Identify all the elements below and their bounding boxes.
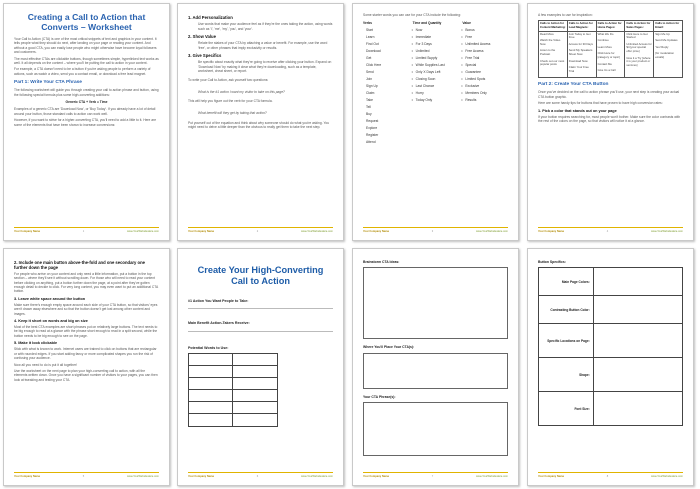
give-specifics-text: Be specific about exactly what they're going to receive after clicking your button. Expand on 'Download Now' by making it clear what they're downloading, such as a template, worksheet, cheat sheet, or report.	[198, 60, 332, 74]
spec-label: Font Size:	[539, 392, 594, 426]
value-item: • Results	[462, 98, 508, 102]
cta-example: Claim Your Free Trial	[568, 65, 589, 73]
intro-paragraph-2: The most effective CTAs are clickable buttons, though sometimes simple, hyperlinked text works as well. It all depends on the content – where you'll be putting the call to action in your content.	[14, 56, 159, 66]
question-1-note: This will help you figure out the verb for your CTA formula.	[188, 99, 273, 104]
cta-phrase-box[interactable]	[363, 402, 508, 456]
cta-example: Sign Me Up	[655, 31, 670, 36]
verbs-header: Verbs	[363, 21, 372, 26]
part-1-heading: Part 1: Write Your CTA Phrase	[14, 80, 82, 86]
examples-paragraph: Examples of a generic CTA are 'Download Now', or 'Buy Today'. If you already have a lot of detail around your button, those standard calls to action can work well.	[14, 107, 156, 116]
spec-label: Shape:	[539, 358, 594, 392]
brainstorm-label: Brainstorm CTA Ideas:	[363, 260, 400, 264]
spec-label: Main Page Colors:	[539, 268, 594, 296]
cta-example: Unlimited Access for $4 [your special offer price]	[626, 41, 652, 53]
value-column	[462, 21, 508, 146]
verb-item: • Take	[363, 98, 409, 102]
potential-words-grid[interactable]	[188, 353, 278, 427]
action-field-label: #1 Action You Want People to Take:	[188, 299, 249, 303]
worksheet-page-2	[177, 3, 344, 241]
time-item: • Only X Days Left	[413, 70, 459, 74]
tip-3-text: Make sure there's enough empty space around each side of your CTA button, so that visitors' eyes aren't drawn away elsewhere and so that the button doesn't get lost among other content and images.	[14, 302, 158, 316]
table-cell	[539, 31, 568, 78]
cta-example: Listen to the Podcast	[540, 48, 556, 56]
verb-item: • Click Here	[363, 63, 409, 67]
cta-example: Click Here for [category or topic]	[597, 51, 620, 59]
verb-item: • Claim	[363, 91, 409, 95]
cta-example: Watch the Video Now	[540, 38, 561, 46]
worksheet-form-title: Create Your High-Converting Call to Action	[197, 265, 324, 286]
part-1-text: The following worksheet will guide you through creating your call to action phrase and button, using the following special formula plus some high-converting additions:	[14, 88, 159, 97]
cta-example: Yes! Reply	[655, 44, 669, 49]
question-1: What is the #1 action I want my visitor to take on this page?	[198, 89, 285, 94]
placement-label: Where You'll Place Your CTA(s):	[363, 345, 415, 350]
show-value-text: Relate the stakes of your CTA by attaching a value or benefit. For example, use the word 'free', or other phrases that imply exclusivity or results.	[198, 41, 328, 50]
page-footer: Your Company Name 5 www.YourWebsiteHere.com	[14, 472, 159, 481]
button-specifics-title: Button Specifics:	[538, 260, 566, 264]
time-column	[413, 21, 459, 146]
value-item: • Special	[462, 63, 508, 67]
tip-3-heading: 3. Leave white space around the button	[14, 296, 86, 301]
page-footer: Your Company Name 7 www.YourWebsiteHere.com	[363, 472, 508, 481]
verb-item: • Attend	[363, 140, 409, 144]
question-2: What benefit will they get by taking that action?	[198, 110, 267, 115]
page-footer: Your Company Name 2 www.YourWebsiteHere.com	[188, 227, 333, 236]
cta-example: Access for 30 Days	[568, 41, 593, 46]
time-item: • Limited Supply	[413, 56, 459, 60]
tip-5-text-3: Use the worksheet on the next page to plan your high-converting call to action, with all the elements written down. Once you have a significant number of visitors to your pages, you can then look at tweaking and testing your CTA.	[14, 368, 158, 382]
value-item: • Limited Spots	[462, 77, 508, 81]
tip-4-heading: 4. Keep it short on words and big on size	[14, 319, 88, 324]
value-item: • Free Access	[462, 49, 508, 53]
verb-item: • Explore	[363, 126, 409, 130]
tip-1-text: If your button requires searching for, most people won't bother. Make sure the color contrasts with the rest of the colors on the page, so that visitors will notice it at a glance.	[538, 114, 681, 123]
table-cell	[654, 31, 683, 78]
table-cell	[596, 31, 625, 78]
time-item: • While Supplies Last	[413, 63, 459, 67]
time-item: • Closing Soon	[413, 77, 459, 81]
intro-paragraph-1: Your Call to Action (CTA) is one of the most critical snippets of text and graphics in your content. It tells people what they should do next, after landing on your page or reading your content. And without a good CTA, you can easily lose people who might otherwise have become loyal followers and customers.	[14, 37, 157, 55]
verb-item: • Tell	[363, 105, 409, 109]
worksheet-page-6	[177, 248, 344, 486]
time-item: • Now	[413, 28, 459, 32]
page-footer: Your Company Name 6 www.YourWebsiteHere.com	[188, 472, 333, 481]
spec-input[interactable]	[593, 296, 682, 324]
cta-example: Continue	[597, 38, 609, 43]
verb-item: • Request	[363, 119, 409, 123]
closing-paragraph: Put yourself out of the equation and think about why someone should do what you're asking. You might need to delve a little deeper than the obvious to really get them to take the next step.	[188, 121, 330, 130]
worksheet-page-5	[3, 248, 170, 486]
spec-label: Contrasting Button Color:	[539, 296, 594, 324]
value-header: Value	[462, 21, 471, 26]
verb-item: • Register	[363, 133, 409, 137]
action-field-line[interactable]	[188, 303, 333, 309]
intro-paragraph-3: For example, a CTA doesn't need to be a button if you're asking people to perform a variety of actions, such as watch a video, send you a contact email, or download a free lead magnet.	[14, 67, 151, 76]
table-header: Calls to Action for Email:	[654, 21, 683, 31]
tip-5-text: Stick with what is known to work. Internet users are trained to click on buttons that are rectangular or with rounded edges. If you start adding fancy or more complicated shapes you run the risk of confusing your audience.	[14, 347, 157, 361]
page-footer: Your Company Name 1 www.YourWebsiteHere.com	[14, 227, 159, 236]
spec-input[interactable]	[593, 392, 682, 426]
time-item: • Last Chance	[413, 84, 459, 88]
tip-2-text: For people who arrive on your content and only need a little information, put a button in the top section – where they'll see it without scrolling down. For those who will need to read your content before clicking on anything, put a button further down the page, at a point after they've gotten enough detail to decide to click. For very long content, you may even want to put an additional CTA button.	[14, 271, 158, 294]
cta-formula: Generic CTA + Verb = Time	[65, 100, 108, 105]
page-footer: Your Company Name 3 www.YourWebsiteHere.com	[363, 227, 508, 236]
add-personalization-text: Use words that make your audience feel as if they're the ones taking the action, using words such as 'I', 'me', 'my', 'you', and 'your'.	[198, 22, 333, 31]
worksheet-page-3	[352, 3, 519, 241]
tip-1-heading: 1. Pick a color that stands out on your page	[538, 108, 617, 113]
verb-item: • Buy	[363, 112, 409, 116]
value-item: • Exclusive	[462, 84, 508, 88]
tip-5-text-2: Now all you need to do is put it all together!	[14, 362, 78, 367]
value-item: • Bonus	[462, 28, 508, 32]
verbs-column	[363, 21, 409, 146]
value-item: • Free	[462, 35, 508, 39]
questions-intro: To write your Call to Action, ask yourself two questions:	[188, 78, 269, 83]
examples-intro: A few examples to use for inspiration:	[538, 13, 593, 17]
starter-words-columns	[363, 21, 508, 146]
tip-2-heading: 2. Include one main button above-the-fold and one secondary one further down the page	[14, 260, 145, 271]
spec-label: Specific Locations on Page:	[539, 324, 594, 358]
benefit-field-line[interactable]	[188, 326, 333, 332]
page-footer: Your Company Name 4 www.YourWebsiteHere.com	[538, 227, 683, 236]
benefit-field-label: Main Benefit Action-Takers Receive:	[188, 321, 250, 326]
cta-example: Read More	[540, 31, 554, 36]
cta-phrase-label: Your CTA Phrase(s):	[363, 394, 396, 399]
page-footer: Your Company Name 8 www.YourWebsiteHere.com	[538, 472, 683, 481]
verb-item: • Find Out	[363, 42, 409, 46]
time-header: Time and Quantity	[412, 21, 442, 26]
cta-examples-table	[538, 20, 683, 78]
verb-item: • Learn	[363, 35, 409, 39]
brainstorm-box[interactable]	[363, 267, 508, 339]
verb-item: • Download	[363, 49, 409, 53]
time-item: • Today Only	[413, 98, 459, 102]
cta-example: Click Here to Get Started	[626, 31, 648, 40]
worksheet-title: Creating a Call to Action that Converts – Worksheet	[27, 12, 146, 32]
value-item: • Guarantee	[462, 70, 508, 74]
potential-words-label: Potential Words to Use:	[188, 345, 229, 350]
worksheet-page-7	[352, 248, 519, 486]
worksheet-page-1	[3, 3, 170, 241]
spec-input[interactable]	[593, 358, 682, 392]
time-item: • Unlimited	[413, 49, 459, 53]
cta-example: Give it a Try [where it is your product or services]	[626, 55, 651, 67]
spec-input[interactable]	[593, 324, 682, 358]
cta-example: Join Today to Get Free	[568, 31, 591, 40]
cta-example: [for moderation emails]	[655, 51, 674, 59]
spec-input[interactable]	[593, 268, 682, 296]
cta-example: Download Now	[568, 58, 588, 63]
value-item: • Members Only	[462, 91, 508, 95]
time-item: • For 3 Days	[413, 42, 459, 46]
cta-example: Give Us a Call	[597, 68, 616, 73]
verb-item: • Sign Up	[363, 84, 409, 88]
table-header: Calls to Action for Sales Pages:	[625, 21, 654, 31]
cta-example: Check out our most popular posts	[540, 58, 565, 67]
value-item: • Free Trial	[462, 56, 508, 60]
value-item: • Unlimited Access	[462, 42, 508, 46]
starter-words-intro: Some starter words you can use for your CTA include the following:	[363, 13, 461, 17]
table-header: Calls to Action for Content Marketing:	[539, 21, 568, 31]
add-personalization-heading: 1. Add Personalization	[188, 15, 233, 20]
table-header: Calls to Action for Lead Magnets:	[567, 21, 596, 31]
table-cell	[625, 31, 654, 78]
verb-item: • Join	[363, 77, 409, 81]
tip-4-text: Most of the best CTA examples are short phrases put on relatively large buttons. The text needs to be big enough to read at a glance with the phrase short enough to read in a split second, while the button needs to be big enough to see on the page.	[14, 325, 158, 338]
cta-example: Send My Speakers Sheet Now	[568, 48, 593, 56]
table-cell	[567, 31, 596, 78]
part-2-text-2: Here are some handy tips for buttons that have proven to have high conversion rates:	[538, 101, 663, 106]
tip-5-heading: 5. Make it look clickable	[14, 341, 58, 346]
cta-example: What We Do	[597, 31, 614, 36]
button-specifics-table	[538, 267, 683, 426]
time-item: • Hurry	[413, 91, 459, 95]
part-2-heading: Part 2: Create Your CTA Button	[538, 82, 609, 88]
placement-box[interactable]	[363, 353, 508, 389]
cta-example: Learn More	[597, 44, 612, 49]
higher-converting-paragraph: However, if you want to strive for a higher-converting CTA, you'll need to add a little to it. Here are some of the elements that have been shown to increase conversions:	[14, 118, 157, 127]
worksheet-page-8	[527, 248, 694, 486]
table-header: Calls to Action for Home Pages:	[596, 21, 625, 31]
show-value-heading: 2. Show Value	[188, 34, 216, 40]
cta-example: Contact Me	[597, 61, 612, 66]
verb-item: • Get	[363, 56, 409, 60]
verb-item: • Send	[363, 70, 409, 74]
time-item: • Immediate	[413, 35, 459, 39]
give-specifics-heading: 3. Give Specifics	[188, 53, 222, 59]
worksheet-page-4	[527, 3, 694, 241]
verb-item: • Start	[363, 28, 409, 32]
part-2-text: Once you've decided on the call to action phrase you'll use, your next step is creating your actual CTA button graphic.	[538, 90, 680, 99]
cta-example: Send Me Updates	[655, 38, 678, 43]
